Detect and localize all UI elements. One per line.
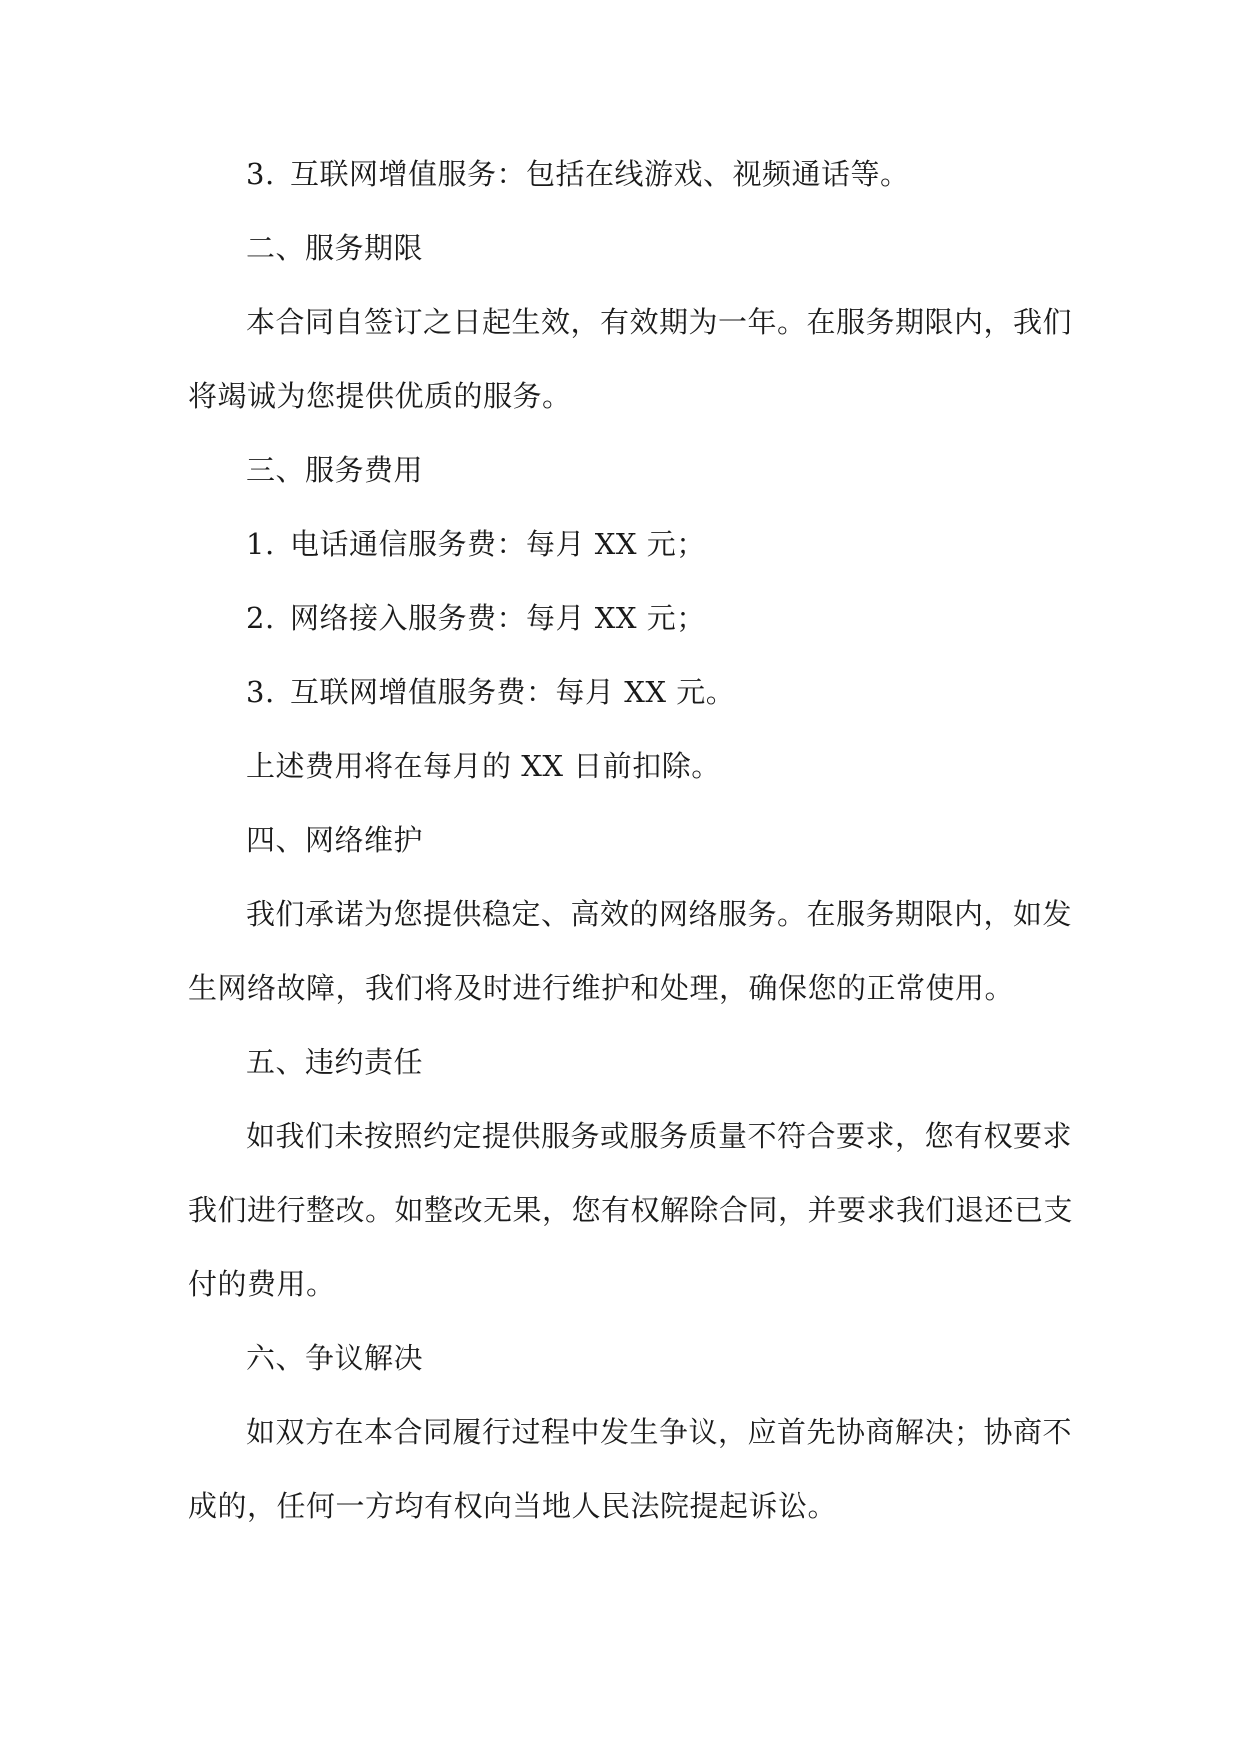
paragraph-line: 我们承诺为您提供稳定、高效的网络服务。在服务期限内，如发 [246,897,1073,931]
list-item-network-fee [188,581,1060,655]
paragraph-line: 本合同自签订之日起生效，有效期为一年。在服务期限内，我们 [246,305,1073,339]
paragraph-line: 生网络故障，我们将及时进行维护和处理，确保您的正常使用。 [188,971,1015,1005]
document-body [188,137,1074,1543]
section-heading-breach-liability: 五、违约责任 [246,1045,424,1079]
list-number: 3. [246,675,275,709]
section-heading-dispute-resolution: 六、争议解决 [246,1341,424,1375]
section-heading-service-term: 二、服务期限 [246,231,424,265]
paragraph-line: 将竭诚为您提供优质的服务。 [188,379,572,413]
paragraph-line: 成的，任何一方均有权向当地人民法院提起诉讼。 [188,1489,838,1523]
list-text: 互联网增值服务：包括在线游戏、视频通话等。 [290,157,910,191]
list-text: 电话通信服务费：每月 XX 元； [290,527,706,561]
list-item-value-added [188,137,1060,211]
list-item-phone-fee [188,507,1060,581]
paragraph-line: 如我们未按照约定提供服务或服务质量不符合要求，您有权要求 [246,1119,1073,1153]
list-item-value-added-fee [188,655,1060,729]
section-heading-network-maintenance: 四、网络维护 [246,823,424,857]
list-text: 网络接入服务费：每月 XX 元； [290,601,706,635]
paragraph-line: 我们进行整改。如整改无果，您有权解除合同，并要求我们退还已支 [188,1193,1074,1227]
section-heading-service-fees: 三、服务费用 [246,453,424,487]
list-number: 2. [246,601,275,635]
list-number: 1. [246,527,275,561]
list-text: 互联网增值服务费：每月 XX 元。 [290,675,736,709]
paragraph-line: 上述费用将在每月的 XX 日前扣除。 [246,749,721,783]
paragraph-line: 付的费用。 [188,1267,336,1301]
list-number: 3. [246,157,275,191]
paragraph-line: 如双方在本合同履行过程中发生争议，应首先协商解决；协商不 [246,1415,1073,1449]
